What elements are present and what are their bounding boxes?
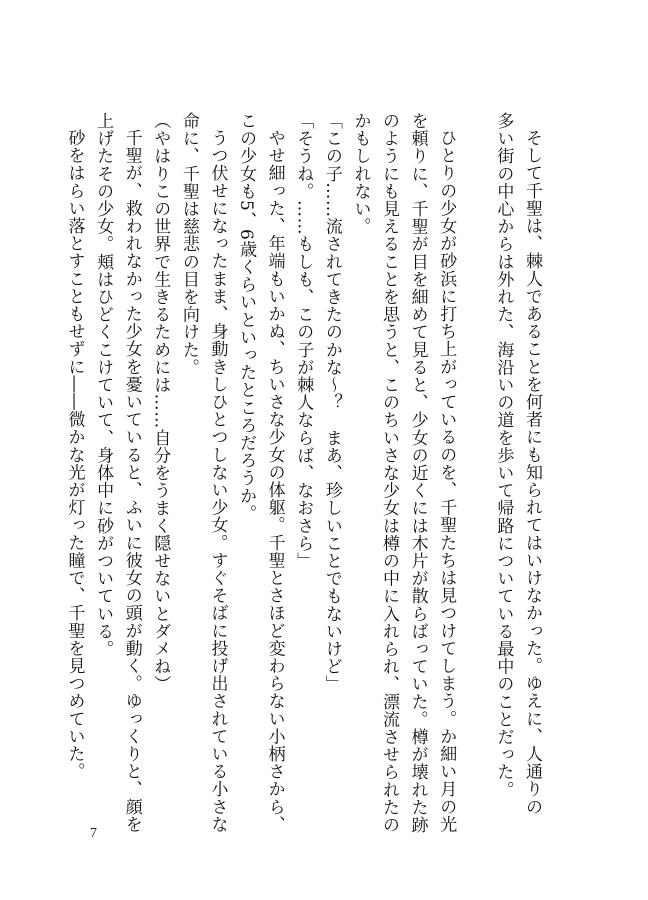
body-text xyxy=(60,112,546,834)
text-line: この少女も5、6歳くらいといったところだろうか。 xyxy=(236,112,257,523)
text-line: かもしれない。 xyxy=(350,112,371,236)
page-number: 7 xyxy=(90,826,97,841)
text-line: やせ細った、年端もいかぬ、ちいさな少女の体躯。千聖とさほど変わらない小柄さから、 xyxy=(264,129,285,833)
text-line: を頼りに、千聖が目を細めて見ると、少女の近くには木片が散らばっていた。樽が壊れた跡 xyxy=(407,112,428,834)
text-line: そして千聖は、棘人であることを何者にも知られてはいけなかった。ゆえに、人通りの xyxy=(522,129,542,816)
thought-line: （やはりこの世界で生きるためには……自分をうまく隠せないとダメね） xyxy=(150,112,171,693)
text-line: 千聖が、救われなかった少女を憂いていると、ふいに彼女の頭が動く。ゆっくりと、顔を xyxy=(121,129,142,833)
text-line: 多い街の中心からは外れた、海沿いの道を歩いて帰路についている最中のことだった。 xyxy=(493,112,514,799)
text-line: 砂をはらい落とすこともせずに――微かな光が灯った瞳で、千聖を見つめていた。 xyxy=(64,129,85,781)
text-line: ひとりの少女が砂浜に打ち上がっているのを、千聖たちは見つけてしまう。か細い月の光 xyxy=(436,129,457,833)
blank-line xyxy=(460,112,489,772)
dialogue-line: 「この子……流されてきたのかな～？ まあ、珍しいことでもないけど」 xyxy=(321,112,342,693)
text-line: うつ伏せになったまま、身動きしひとつしない少女。すぐそばに投げ出されている小さな xyxy=(207,129,228,833)
dialogue-line: 「そうね。……もしも、この子が棘人ならば、なおさら」 xyxy=(293,112,314,570)
text-line: のようにも見えることを思うと、このちいさな少女は樽の中に入れられ、漂流させられたの xyxy=(379,112,400,834)
text-line: 命に、千聖は慈悲の目を向けた。 xyxy=(178,112,199,376)
text-line: 上げたその少女。頬はひどくこけていて、身体中に砂がついている。 xyxy=(93,112,114,658)
